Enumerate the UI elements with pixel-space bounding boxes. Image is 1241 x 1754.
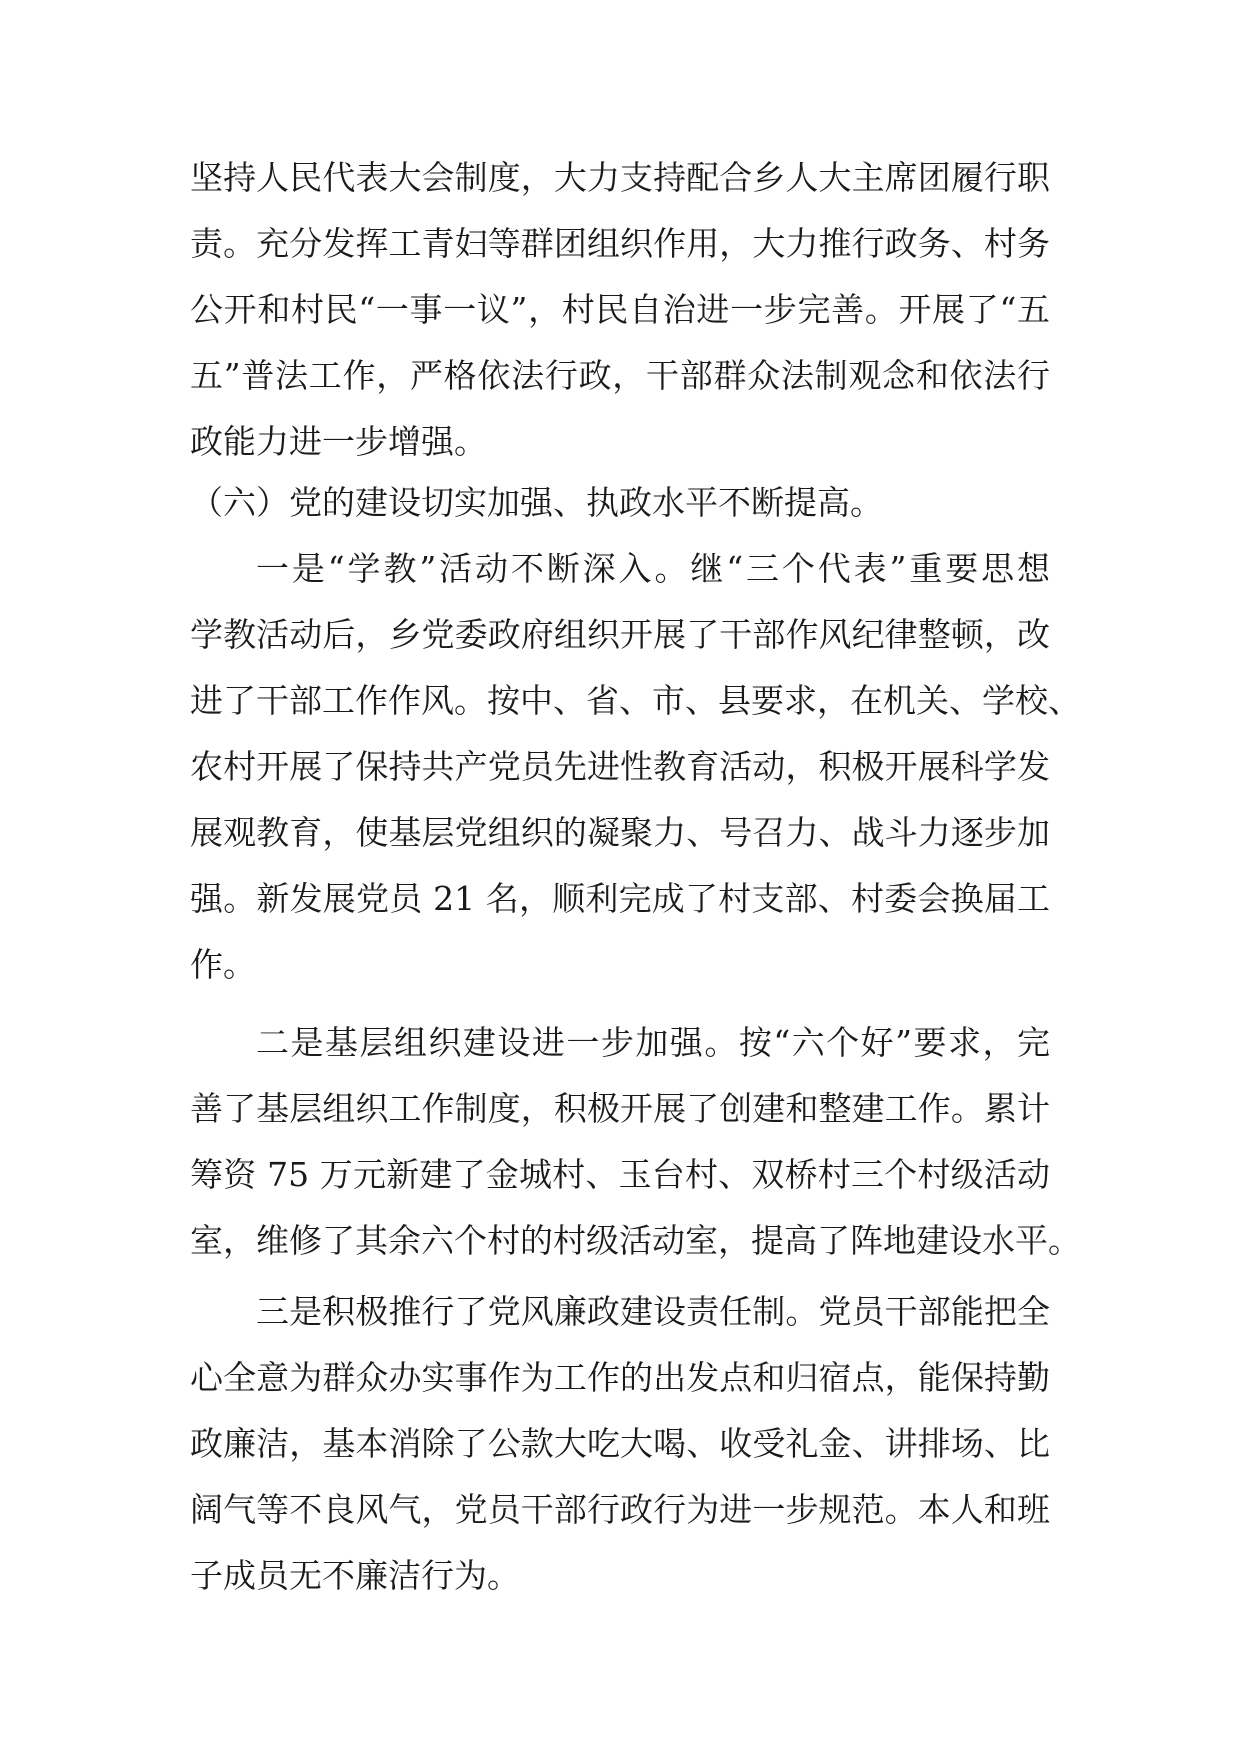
paragraph-line: 室，维修了其余六个村的村级活动室，提高了阵地建设水平。 <box>190 1221 1081 1260</box>
paragraph-line: 一是“学教”活动不断深入。继“三个代表”重要思想 <box>256 549 1050 588</box>
paragraph-line: 善了基层组织工作制度，积极开展了创建和整建工作。累计 <box>190 1089 1050 1128</box>
paragraph-line: 阔气等不良风气，党员干部行政行为进一步规范。本人和班 <box>190 1490 1050 1529</box>
paragraph-line: 进了干部工作作风。按中、省、市、县要求，在机关、学校、 <box>190 681 1081 720</box>
paragraph-line: 心全意为群众办实事作为工作的出发点和归宿点，能保持勤 <box>190 1358 1050 1397</box>
paragraph-line: 农村开展了保持共产党员先进性教育活动，积极开展科学发 <box>190 747 1050 786</box>
paragraph-line: 强。新发展党员 21 名，顺利完成了村支部、村委会换届工 <box>190 879 1050 918</box>
paragraph-line: 公开和村民“一事一议”，村民自治进一步完善。开展了“五 <box>190 290 1050 329</box>
paragraph-line: 学教活动后，乡党委政府组织开展了干部作风纪律整顿，改 <box>190 615 1050 654</box>
paragraph-line: 子成员无不廉洁行为。 <box>190 1556 520 1595</box>
paragraph-line: 三是积极推行了党风廉政建设责任制。党员干部能把全 <box>256 1292 1050 1331</box>
paragraph-line: 作。 <box>190 945 256 984</box>
paragraph-line: 筹资 75 万元新建了金城村、玉台村、双桥村三个村级活动 <box>190 1155 1050 1194</box>
paragraph-line: 坚持人民代表大会制度，大力支持配合乡人大主席团履行职 <box>190 158 1050 197</box>
paragraph-line: 责。充分发挥工青妇等群团组织作用，大力推行政务、村务 <box>190 224 1050 263</box>
paragraph-line: 二是基层组织建设进一步加强。按“六个好”要求，完 <box>256 1023 1050 1062</box>
paragraph-line: 展观教育，使基层党组织的凝聚力、号召力、战斗力逐步加 <box>190 813 1050 852</box>
paragraph-line: 政廉洁，基本消除了公款大吃大喝、收受礼金、讲排场、比 <box>190 1424 1050 1463</box>
section-heading: （六）党的建设切实加强、执政水平不断提高。 <box>190 483 883 522</box>
paragraph-line: 政能力进一步增强。 <box>190 422 487 461</box>
paragraph-line: 五”普法工作，严格依法行政，干部群众法制观念和依法行 <box>190 356 1050 395</box>
